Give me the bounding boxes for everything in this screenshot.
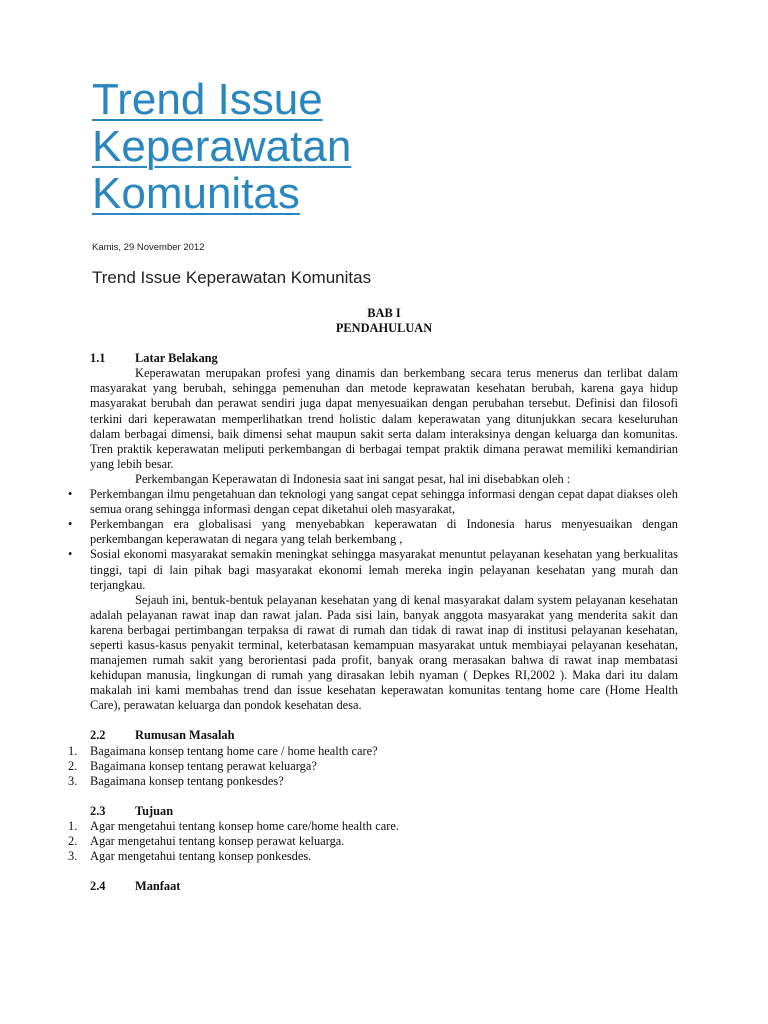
section-heading-1-1: [90, 351, 678, 366]
blog-title-line-3: Komunitas: [92, 169, 300, 218]
section-title: Tujuan: [135, 803, 174, 818]
list-item: [68, 743, 678, 759]
list-item: [68, 758, 678, 774]
paragraph-latar-belakang-3: Sejauh ini, bentuk-bentuk pelayanan kesehatan yang di kenal masyarakat dalam system pelayanan kesehatan adalah pelayanan rawat inap dan rawat jalan. Pada sisi lain, banyak anggota masyarakat yang menderita sakit dan karena berbagai pertimbangan terpaksa di rawat di rumah dan tidak di rawat inap di institusi pelayanan kesehatan, seperti kasus-kasus penyakit terminal, keterbatasan kemampuan masyarakat untuk membiayai pelayanan kesehatan, manajemen rumah sakit yang berorientasi pada profit, banyak orang merasakan bahwa di rawat inap membatasi kehidupan manusia, lingkungan di rumah yang dirasakan lebih nyaman ( Depkes RI,2002 ). Maka dari itu dalam makalah ini kami membahas trend dan issue kesehatan keperawatan komunitas tentang home care (Home Health Care), perawatan keluarga dan pondok kesehatan desa.: [90, 592, 678, 713]
list-item: [68, 818, 678, 834]
list-item-text: Agar mengetahui tentang konsep perawat keluarga.: [90, 834, 345, 848]
list-item-text: Bagaimana konsep tentang ponkesdes?: [90, 773, 284, 788]
list-number: 3.: [68, 849, 78, 864]
bullet-icon: •: [68, 547, 73, 562]
list-number: 1.: [68, 743, 78, 758]
section-heading-2-3: [90, 804, 678, 819]
document-body: [68, 306, 678, 894]
chapter-title: PENDAHULUAN: [335, 321, 433, 336]
list-item-text: Sosial ekonomi masyarakat semakin meningkat sehingga masyarakat menuntut pelayanan kesehatan yang berkualitas tinggi, tapi di lain pihak bagi masyarakat ekonomi lemah mereka ingin pelayanan kesehatan yang murah dan terjangkau.: [90, 547, 678, 592]
list-item-text: Agar mengetahui tentang konsep home care/home health care.: [90, 818, 399, 833]
list-number: 2.: [68, 834, 78, 848]
list-item: [68, 773, 678, 789]
list-item: [68, 834, 678, 849]
bullet-icon: •: [68, 487, 73, 502]
post-date: Kamis, 29 November 2012: [92, 242, 205, 253]
paragraph-latar-belakang-1: Keperawatan merupakan profesi yang dinamis dan berkembang secara terus menerus dan terlibat dalam masyarakat yang berubah, sehingga pemenuhan dan metode keprawatan kesehatan berubah, karena gaya hidup masyarakat berubah dan perawat sendiri juga dapat menyesuaikan dengan perubahan tersebut. Definisi dan filosofi terkini dari keperawatan memperlihatkan trend holistic dalam keperawatan yang ditunjukkan secara keseluruhan dalam berbagai dimensi, baik dimensi sehat maupun sakit serta dalam interaksinya dengan keluarga dan komunitas. Tren praktik keperawatan meliputi perkembangan di berbagai tempat praktik dimana perawat memiliki kemandirian yang lebih besar.: [90, 366, 678, 471]
section-title: Manfaat: [135, 879, 181, 894]
list-number: 1.: [68, 818, 78, 833]
chapter-number: BAB I: [367, 306, 401, 320]
rumusan-masalah-list: [68, 743, 678, 789]
bullet-icon: •: [68, 517, 73, 532]
section-number: 2.3: [90, 803, 106, 818]
list-item: [68, 487, 678, 517]
list-item: [68, 849, 678, 864]
list-item-text: Bagaimana konsep tentang perawat keluarga?: [90, 758, 317, 773]
section-number: 2.2: [90, 728, 106, 743]
section-number: 1.1: [90, 351, 106, 366]
section-heading-2-4: [90, 879, 678, 894]
list-number: 2.: [68, 758, 78, 773]
post-title: Trend Issue Keperawatan Komunitas: [92, 268, 372, 287]
list-item-text: Perkembangan era globalisasi yang menyebabkan keperawatan di Indonesia harus menyesuaikan dengan perkembangan keperawatan di negara yang telah berkembang ,: [90, 517, 678, 547]
section-number: 2.4: [90, 879, 106, 894]
blog-title-line-1: Trend Issue: [92, 75, 323, 124]
paragraph-latar-belakang-2: Perkembangan Keperawatan di Indonesia saat ini sangat pesat, hal ini disebabkan oleh :: [135, 471, 571, 486]
list-item-text: Agar mengetahui tentang konsep ponkesdes.: [90, 849, 312, 864]
list-number: 3.: [68, 773, 78, 788]
blog-title-line-2: Keperawatan: [92, 122, 352, 171]
section-title: Rumusan Masalah: [135, 728, 235, 743]
section-heading-2-2: [90, 728, 678, 743]
list-item: [68, 517, 678, 547]
section-title: Latar Belakang: [135, 351, 218, 366]
blog-title-link[interactable]: [92, 76, 351, 217]
list-item-text: Perkembangan ilmu pengetahuan dan teknologi yang sangat cepat sehingga informasi dengan cepat dapat diakses oleh semua orang sehingga informasi dengan cepat diketahui oleh masyarakat,: [90, 487, 678, 517]
tujuan-list: [68, 818, 678, 864]
cause-list: [68, 487, 678, 593]
list-item-text: Bagaimana konsep tentang home care / home health care?: [90, 743, 378, 758]
list-item: [68, 547, 678, 592]
